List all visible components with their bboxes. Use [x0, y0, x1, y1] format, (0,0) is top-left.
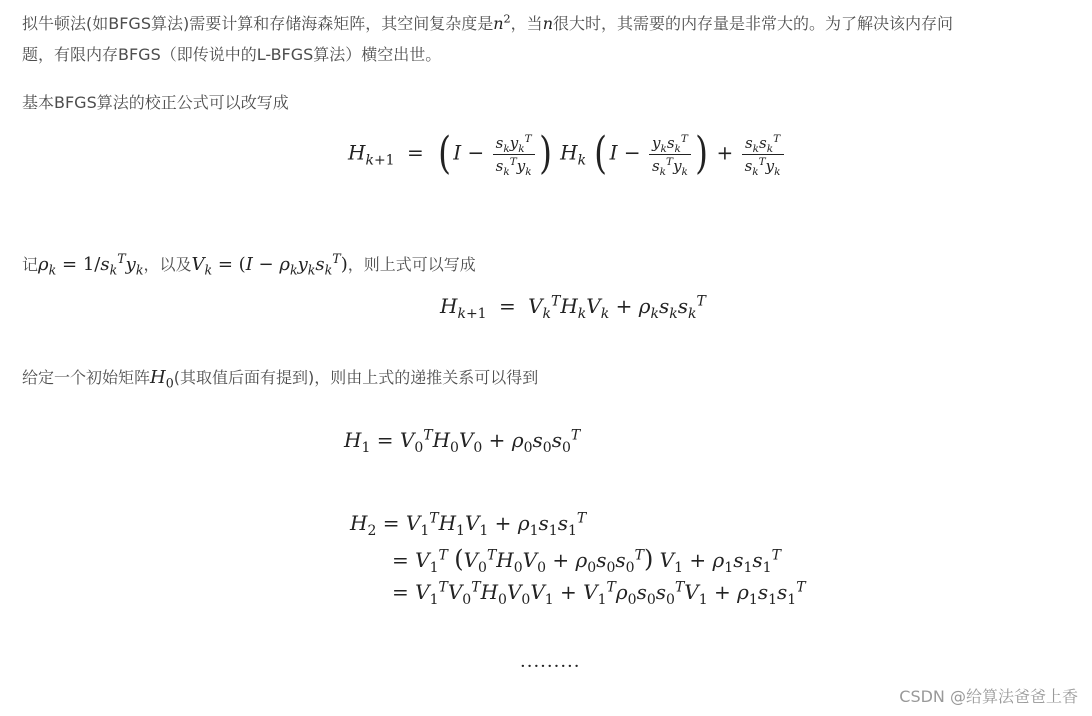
exp-2: 2 — [503, 12, 511, 26]
define-mid: ，以及 — [143, 255, 192, 274]
equation-compact-update: $H_{k+1} = V_k^TH_kV_k + \rho_ks_ks_k^T$ — [440, 293, 706, 322]
math-v-def: $V_k = (I - \rho_ky_ks_k^T)$ — [191, 251, 348, 278]
intro-text-d: 题，有限内存BFGS（即传说中的L-BFGS算法）横空出世。 — [22, 45, 442, 64]
initial-suffix: (其取值后面有提到)，则由上式的递推关系可以得到 — [173, 368, 539, 387]
define-suffix: ，则上式可以写成 — [347, 255, 476, 274]
paragraph-bfgs-formula-intro — [22, 90, 289, 116]
ellipsis-dots: ········· — [520, 656, 581, 677]
var-n: n — [493, 14, 504, 33]
bfgs-formula-intro-text: 基本BFGS算法的校正公式可以改写成 — [22, 93, 289, 112]
paragraph-intro-line2 — [22, 42, 441, 68]
paragraph-define-rho-v — [22, 252, 476, 278]
equation-bfgs-update: $H_{k+1}$ = ( I − $\frac{s_ky_k^T}{s_k^Ty_k}$ ) $H_k$ ( I − $\frac{y_ks_k^T}{s_k^Ty_k}$ ) + $\frac{s_ks_k^T}{s_k^Ty_k}$ — [348, 132, 786, 176]
equation-h2-line1: $H_2 = V_1^TH_1V_1 + \rho_1s_1s_1^T$ — [350, 510, 587, 539]
initial-prefix: 给定一个初始矩阵 — [22, 368, 151, 387]
paragraph-initial-matrix — [22, 365, 538, 391]
equation-h1: $H_1 = V_0^TH_0V_0 + \rho_0s_0s_0^T$ — [344, 427, 581, 456]
equation-h2-line3: = $V_1^TV_0^TH_0V_0V_1 + V_1^T\rho_0s_0s_0^TV_1 + \rho_1s_1s_1^T$ — [392, 579, 806, 608]
paragraph-intro-line1 — [22, 11, 953, 37]
math-h0: $H_0$ — [150, 367, 174, 391]
intro-text-a: 拟牛顿法(如BFGS算法)需要计算和存储海森矩阵，其空间复杂度是 — [22, 14, 494, 33]
math-n-squared — [493, 14, 510, 33]
define-prefix: 记 — [22, 255, 39, 274]
equation-h2-line2: = $V_1^T$ $(V_0^TH_0V_0 + \rho_0s_0s_0^T) V_1 + \rho_1s_1s_1^T$ — [392, 545, 781, 576]
csdn-watermark: CSDN @给算法爸爸上香 — [899, 687, 1078, 706]
intro-text-c: 很大时，其需要的内存量是非常大的。为了解决该内存问 — [553, 14, 954, 33]
math-rho-def: $\rho_k = 1/s_k^Ty_k$ — [38, 251, 144, 278]
intro-text-b: ，当 — [510, 14, 543, 33]
math-n: n — [542, 14, 553, 33]
